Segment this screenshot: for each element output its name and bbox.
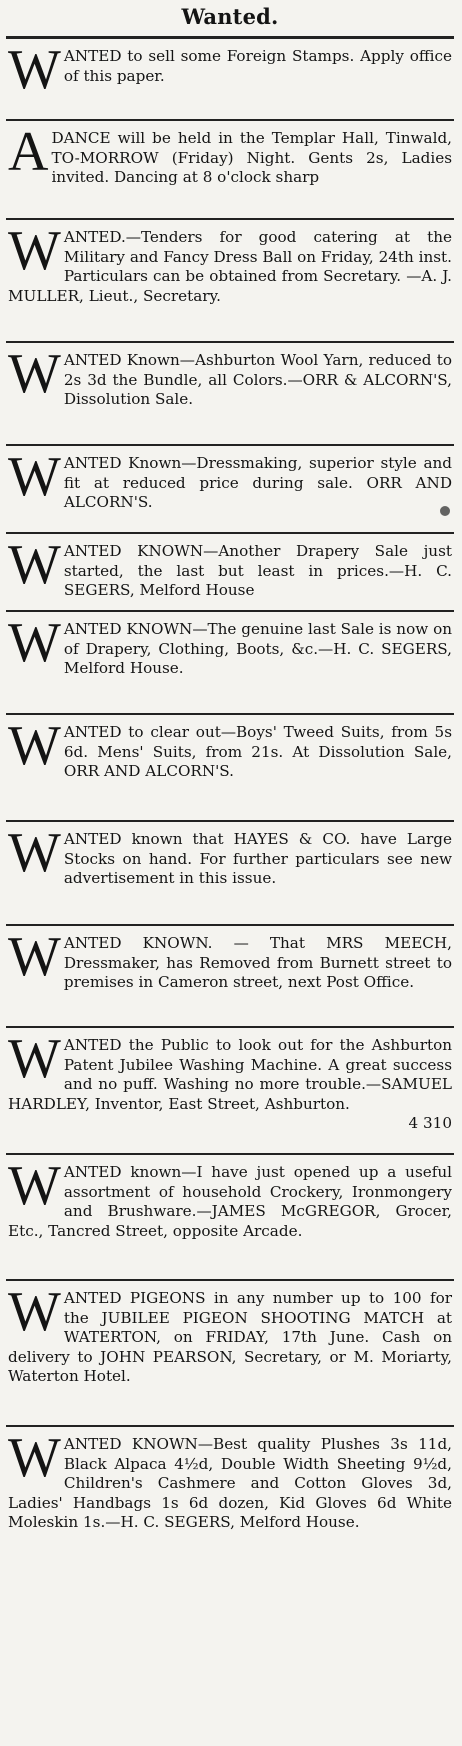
classified-ad (6, 610, 454, 713)
classified-ad (6, 36, 454, 119)
classified-ad (6, 532, 454, 610)
drop-cap: W (8, 343, 61, 405)
classified-ad (6, 713, 454, 820)
drop-cap: W (8, 39, 61, 101)
classified-ad (6, 1279, 454, 1425)
ad-text: ANTED.—Tenders for good catering at the Military and Fancy Dress Ball on Friday, 24th inst. Particulars can be obtained from Secretary. —A. J. MULLER, Lieut., Secretary. (8, 228, 452, 305)
ad-reference-number: 4 310 (408, 1114, 452, 1133)
drop-cap: W (8, 1427, 61, 1489)
ad-text: ANTED PIGEONS in any number up to 100 for the JUBILEE PIGEON SHOOTING MATCH at WATERTON, on FRIDAY, 17th June. Cash on delivery to JOHN PEARSON, Secretary, or M. Moriarty, Waterton Hotel. (8, 1289, 452, 1386)
ad-text: ANTED the Public to look out for the Ashburton Patent Jubilee Washing Machine. A great success and no puff. Washing no more trouble.—SAMUEL HARDLEY, Inventor, East Street, Ashburton. (8, 1036, 452, 1113)
column-heading: Wanted. (181, 4, 279, 29)
drop-cap: W (8, 926, 61, 988)
drop-cap: W (8, 1155, 61, 1217)
classified-ad (6, 218, 454, 341)
classified-ad (6, 924, 454, 1026)
ad-text: ANTED known that HAYES & CO. have Large Stocks on hand. For further particulars see new advertisement in this issue. (63, 830, 452, 888)
drop-cap: W (8, 822, 61, 884)
classified-ad (6, 1153, 454, 1279)
classified-ad (6, 341, 454, 444)
ad-text: ANTED KNOWN—Best quality Plushes 3s 11d, Black Alpaca 4½d, Double Width Sheeting 9½d, Children's Cashmere and Cotton Gloves 3d, Ladies' Handbags 1s 6d dozen, Kid Gloves 6d White Moleskin 1s.—H. C. SEGERS, Melford House. (8, 1435, 452, 1532)
ad-text: ANTED to sell some Foreign Stamps. Apply office of this paper. (63, 47, 452, 85)
drop-cap: W (8, 446, 61, 508)
ad-text: ANTED KNOWN—The genuine last Sale is now on of Drapery, Clothing, Boots, &c.—H. C. SEGERS, Melford House. (63, 620, 452, 678)
drop-cap: W (8, 220, 61, 282)
drop-cap: A (8, 121, 49, 183)
classified-ad (6, 1026, 454, 1153)
ad-text: ANTED KNOWN. — That MRS MEECH, Dressmaker, has Removed from Burnett street to premises in Cameron street, next Post Office. (63, 934, 452, 992)
classified-ad (6, 820, 454, 924)
drop-cap: W (8, 612, 61, 674)
drop-cap: W (8, 1281, 61, 1343)
ad-text: ANTED Known—Dressmaking, superior style and fit at reduced price during sale. ORR AND ALCORN'S. (63, 454, 452, 512)
ad-text: DANCE will be held in the Templar Hall, Tinwald, TO-MORROW (Friday) Night. Gents 2s, Ladies invited. Dancing at 8 o'clock sharp (51, 129, 452, 187)
classified-ad (6, 1425, 454, 1595)
drop-cap: W (8, 715, 61, 777)
ad-text: ANTED Known—Ashburton Wool Yarn, reduced to 2s 3d the Bundle, all Colors.—ORR & ALCORN'S, Dissolution Sale. (63, 351, 452, 409)
ad-text: ANTED known—I have just opened up a useful assortment of household Crockery, Ironmongery and Brushware.—JAMES McGREGOR, Grocer, Etc., Tancred Street, opposite Arcade. (8, 1163, 452, 1240)
ink-blot (440, 506, 450, 516)
classified-ad (6, 119, 454, 218)
ad-text: ANTED KNOWN—Another Drapery Sale just started, the last but least in prices.—H. C. SEGERS, Melford House (63, 542, 452, 600)
ad-text: ANTED to clear out—Boys' Tweed Suits, from 5s 6d. Mens' Suits, from 21s. At Dissolution Sale, ORR AND ALCORN'S. (63, 723, 452, 781)
drop-cap: W (8, 534, 61, 596)
classified-ad (6, 444, 454, 532)
ads-list (6, 36, 454, 1595)
drop-cap: W (8, 1028, 61, 1090)
